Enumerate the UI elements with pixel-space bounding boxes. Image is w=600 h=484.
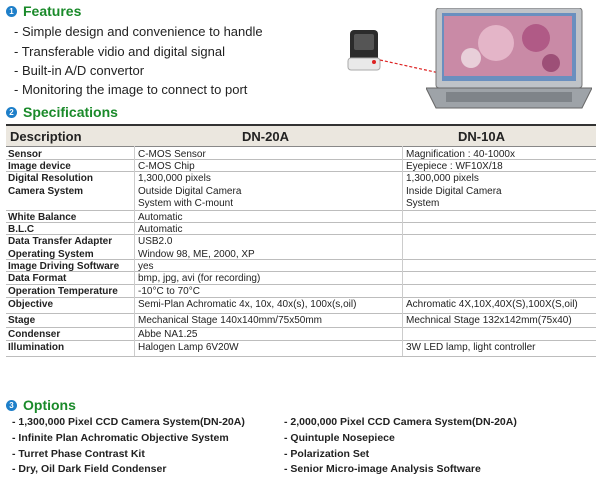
dn20a-value: Window 98, ME, 2000, XP [138,248,255,260]
feature-item: - Simple design and convenience to handle [14,24,263,39]
dn10a-value: Magnification : 40-1000x [406,149,515,160]
spec-label: Sensor [8,149,42,160]
dn20a-value: System with C-mount [138,198,234,209]
specifications-title: Specifications [23,104,118,120]
option-item: - Dry, Oil Dark Field Condenser [12,463,167,475]
specifications-heading [6,104,118,120]
dn20a-value: yes [138,261,154,272]
feature-item: - Monitoring the image to connect to port [14,82,248,97]
dn10a-value: System [406,198,440,209]
options-title: Options [23,397,76,413]
dn20a-value: bmp, jpg, avi (for recording) [138,273,261,284]
spec-label: Image Driving Software [8,261,120,272]
table-row [6,235,596,260]
dn20a-value: -10°C to 70°C [138,286,200,297]
laptop-illustration [426,8,592,110]
table-row [6,260,596,272]
table-row [6,160,596,172]
option-item: - Senior Micro-image Analysis Software [284,463,481,475]
dn10a-value: 1,300,000 pixels [406,173,479,184]
option-item: - Polarization Set [284,448,370,460]
table-row [6,172,596,211]
dn10a-value: 3W LED lamp, light controller [406,342,536,353]
dn20a-value: USB2.0 [138,236,173,247]
features-heading [6,3,81,19]
section-number-badge: 2 [6,107,17,118]
spec-label: B.L.C [8,224,35,235]
dn20a-value: Outside Digital Camera [138,185,242,197]
dn10a-value: Inside Digital Camera [406,185,502,197]
dn20a-value: Automatic [138,212,183,223]
spec-label: Operation Temperature [8,286,118,297]
dn10a-value: Achromatic 4X,10X,40X(S),100X(S,oil) [406,299,578,310]
dn20a-value: 1,300,000 pixels [138,173,211,184]
features-title: Features [23,3,82,19]
dn10a-value: Mechnical Stage 132x142mm(75x40) [406,315,572,326]
feature-item: - Built-in A/D convertor [14,63,145,78]
table-row [6,285,596,298]
table-header [6,124,596,147]
option-item: - 1,300,000 Pixel CCD Camera System(DN-20A) [12,416,245,428]
table-row [6,314,596,328]
dn20a-value: Abbe NA1.25 [138,329,198,340]
dn10a-value: Eyepiece : WF10X/18 [406,161,503,172]
dn20a-value: Halogen Lamp 6V20W [138,342,239,353]
feature-item: - Transferable vidio and digital signal [14,44,226,59]
table-row [6,341,596,357]
dn20a-value: Mechanical Stage 140x140mm/75x50mm [138,315,322,326]
table-row [6,148,596,160]
section-number-badge: 3 [6,400,17,411]
dn20a-value: C-MOS Chip [138,161,195,172]
table-row [6,223,596,235]
table-row [6,211,596,223]
header-dn10a: DN-10A [458,129,505,144]
spec-label: Condenser [8,329,61,340]
spec-label: Objective [8,299,54,310]
table-row [6,298,596,314]
option-item: - 2,000,000 Pixel CCD Camera System(DN-20A) [284,416,517,428]
spec-label: Data Format [8,273,67,284]
header-dn20a: DN-20A [242,129,289,144]
dn20a-value: Semi-Plan Achromatic 4x, 10x, 40x(s), 100x(s,oil) [138,299,357,310]
section-number-badge: 1 [6,6,17,17]
options-heading [6,397,76,413]
column-divider [134,146,135,356]
header-description: Description [10,129,82,144]
dn20a-value: Automatic [138,224,183,235]
table-row [6,272,596,285]
spec-label: Stage [8,315,36,326]
spec-label: Camera System [8,185,84,197]
spec-label: Image device [8,161,71,172]
spec-label: Digital Resolution [8,173,93,184]
dn20a-value: C-MOS Sensor [138,149,206,160]
table-row [6,328,596,341]
spec-label: White Balance [8,212,77,223]
option-item: - Turret Phase Contrast Kit [12,448,145,460]
spec-label: Illumination [8,342,65,353]
column-divider [402,146,403,356]
option-item: - Quintuple Nosepiece [284,432,395,444]
spec-label: Operating System [8,248,94,260]
option-item: - Infinite Plan Achromatic Objective System [12,432,229,444]
spec-label: Data Transfer Adapter [8,236,113,247]
